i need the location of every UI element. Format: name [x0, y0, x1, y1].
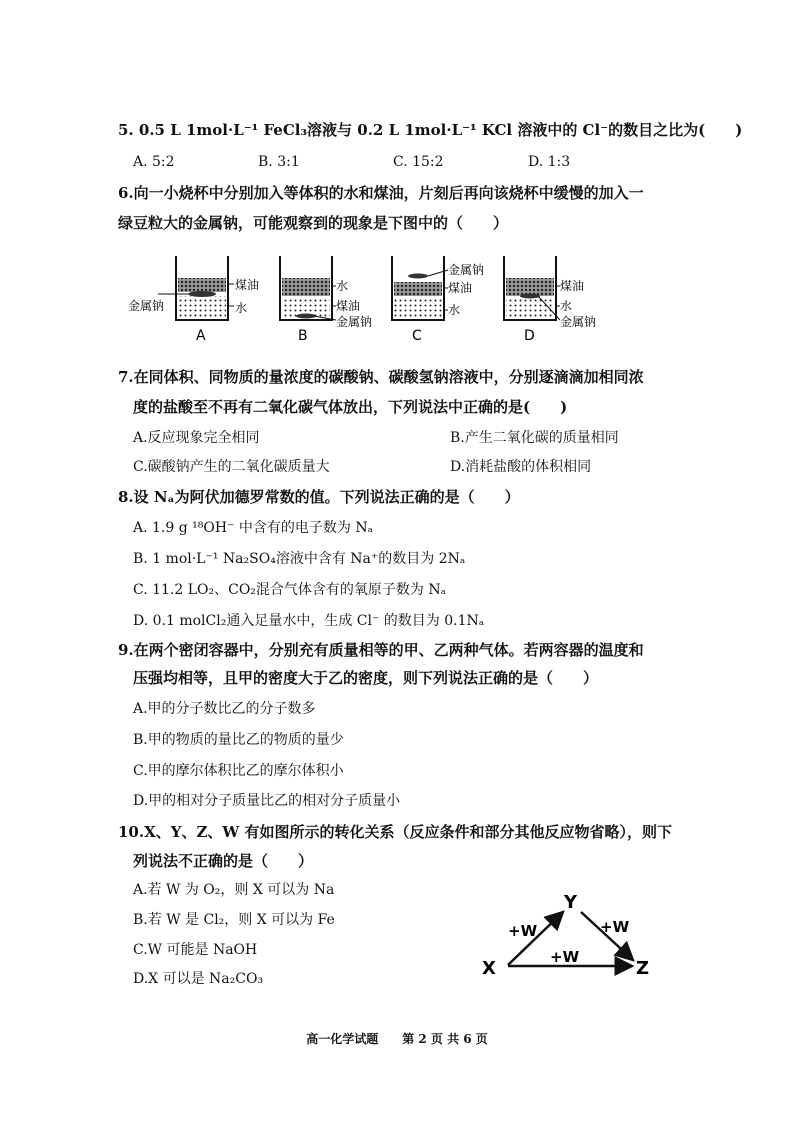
q5-stem: 5. 0.5 L 1mol·L⁻¹ FeCl₃溶液与 0.2 L 1mol·L⁻¹ KCl 溶液中的 Cl⁻的数目之比为( ) [118, 121, 743, 139]
q7-stem-line2: 度的盐酸至不再有二氧化碳气体放出，下列说法中正确的是( ) [133, 398, 568, 416]
beaker-d-label-3: 金属钠 [560, 315, 597, 329]
edge-label-y-z: +W [600, 918, 630, 936]
beaker-b-letter: B [298, 328, 308, 344]
beaker-d [504, 256, 596, 344]
beaker-b-label-3: 金属钠 [336, 315, 373, 329]
q10-option-c: C.W 可能是 NaOH [133, 942, 258, 958]
beaker-a-label-3: 水 [235, 301, 248, 315]
beaker-c-label-3: 水 [448, 303, 461, 317]
q5-option-c: C. 15:2 [393, 154, 444, 170]
q8-option-b: B. 1 mol·L⁻¹ Na₂SO₄溶液中含有 Na⁺的数目为 2Nₐ [133, 551, 466, 567]
q5-option-a: A. 5:2 [133, 154, 175, 170]
q9-option-b: B.甲的物质的量比乙的物质的量少 [133, 732, 344, 748]
q8-option-a: A. 1.9 g ¹⁸OH⁻ 中含有的电子数为 Nₐ [133, 520, 373, 536]
q7-stem-line1: 7.在同体积、同物质的量浓度的碳酸钠、碳酸氢钠溶液中，分别逐滴滴加相同浓 [118, 368, 644, 386]
beaker-b [280, 256, 372, 344]
q7-option-b: B.产生二氧化碳的质量相同 [450, 430, 619, 446]
beaker-c-label-2: 煤油 [448, 281, 473, 295]
q7-option-c: C.碳酸钠产生的二氧化碳质量大 [133, 459, 330, 475]
beaker-a-letter: A [196, 328, 206, 344]
node-y: Y [564, 892, 578, 913]
q10-option-a: A.若 W 为 O₂，则 X 可以为 Na [133, 882, 335, 898]
q8-stem: 8.设 Nₐ为阿伏加德罗常数的值。下列说法正确的是（ ） [118, 488, 520, 506]
beaker-a [128, 256, 259, 344]
page-footer: 高一化学试题 第 2 页 共 6 页 [306, 1032, 488, 1046]
q5-option-b: B. 3:1 [258, 154, 300, 170]
beaker-b-label-2: 煤油 [336, 299, 361, 313]
q6-stem-line1: 6.向一小烧杯中分别加入等体积的水和煤油，片刻后再向该烧杯中缓慢的加入一 [118, 184, 644, 202]
q10-option-d: D.X 可以是 Na₂CO₃ [133, 971, 264, 987]
beaker-c-label-1: 金属钠 [448, 263, 485, 277]
q6-stem-line2: 绿豆粒大的金属钠，可能观察到的现象是下图中的（ ） [118, 214, 509, 232]
node-x: X [482, 958, 496, 979]
beaker-b-label-1: 水 [336, 279, 349, 293]
q8-option-c: C. 11.2 LO₂、CO₂混合气体含有的氧原子数为 Nₐ [133, 582, 447, 598]
q10-transform-diagram [478, 890, 668, 985]
q7-option-a: A.反应现象完全相同 [133, 430, 260, 446]
node-z: Z [636, 958, 650, 979]
beaker-c [392, 256, 484, 344]
q7-option-d: D.消耗盐酸的体积相同 [450, 459, 592, 475]
q6-beaker-figures [128, 248, 618, 348]
q9-stem-line2: 压强均相等，且甲的密度大于乙的密度，则下列说法正确的是（ ） [133, 669, 599, 687]
q5-option-d: D. 1:3 [528, 154, 571, 170]
q9-option-a: A.甲的分子数比乙的分子数多 [133, 701, 316, 717]
beaker-a-label-2: 金属钠 [128, 299, 165, 313]
q9-option-d: D.甲的相对分子质量比乙的相对分子质量小 [133, 793, 401, 809]
edge-label-x-z: +W [550, 948, 580, 966]
q10-stem-line2: 列说法不正确的是（ ） [133, 852, 314, 870]
beaker-c-letter: C [412, 328, 422, 344]
beaker-d-letter: D [524, 328, 535, 344]
beaker-d-label-1: 煤油 [560, 279, 585, 293]
beaker-d-label-2: 水 [560, 299, 573, 313]
q10-option-b: B.若 W 是 Cl₂，则 X 可以为 Fe [133, 912, 335, 928]
beaker-a-label-1: 煤油 [235, 278, 260, 292]
edge-label-x-y: +W [508, 922, 538, 940]
q9-option-c: C.甲的摩尔体积比乙的摩尔体积小 [133, 763, 344, 779]
q9-stem-line1: 9.在两个密闭容器中，分别充有质量相等的甲、乙两种气体。若两容器的温度和 [118, 641, 644, 659]
q8-option-d: D. 0.1 molCl₂通入足量水中，生成 Cl⁻ 的数目为 0.1Nₐ [133, 613, 485, 629]
q10-stem-line1: 10.X、Y、Z、W 有如图所示的转化关系（反应条件和部分其他反应物省略），则下 [118, 823, 672, 841]
